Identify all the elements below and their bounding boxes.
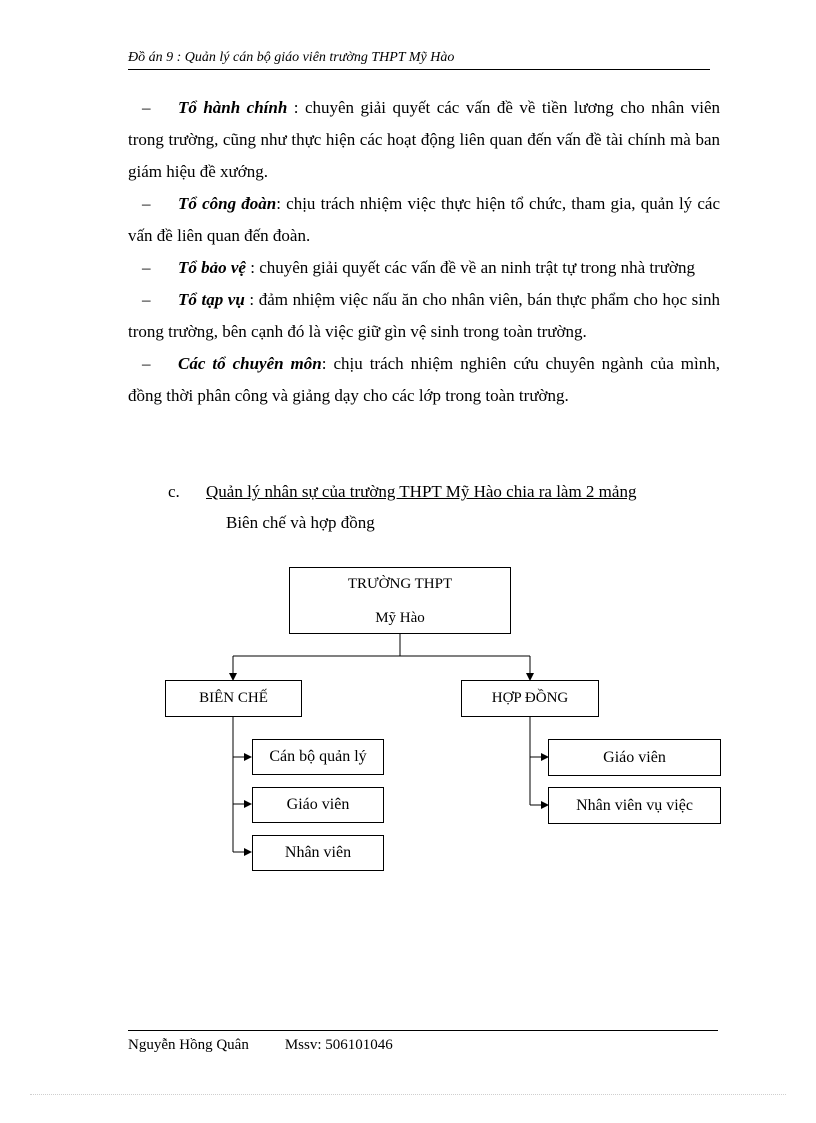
page-footer xyxy=(128,1030,718,1055)
paragraph-text: : chịu trách nhiệm việc thực hiện tổ chức, tham gia, quản lý các vấn đề liên quan đến đoàn. xyxy=(128,194,720,245)
term: Tổ tạp vụ xyxy=(178,290,245,309)
node-giao-vien-hop-dong: Giáo viên xyxy=(548,739,721,776)
section-title: Quản lý nhân sự của trường THPT Mỹ Hào chia ra làm 2 mảng xyxy=(206,482,637,501)
list-dash: – xyxy=(142,98,151,117)
node-giao-vien-bien-che: Giáo viên xyxy=(252,787,384,823)
node-can-bo-quan-ly: Cán bộ quản lý xyxy=(252,739,384,775)
node-root-line1: TRƯỜNG THPT xyxy=(347,575,453,592)
term: Tổ bảo vệ xyxy=(178,258,246,277)
footer-author: Nguyễn Hồng Quân xyxy=(128,1037,249,1053)
page-bottom-divider xyxy=(30,1094,786,1095)
node-truong-thpt xyxy=(289,567,511,634)
paragraph-text: : chịu trách nhiệm nghiên cứu chuyên ngành của mình, đồng thời phân công và giảng dạy cho các lớp trong toàn trường. xyxy=(128,354,720,405)
node-nhan-vien: Nhân viên xyxy=(252,835,384,871)
list-dash: – xyxy=(142,290,151,309)
section-subtitle: Biên chế và hợp đồng xyxy=(226,513,375,532)
list-dash: – xyxy=(142,354,151,373)
footer-mssv: Mssv: 506101046 xyxy=(284,1037,393,1053)
node-bien-che: BIÊN CHẾ xyxy=(165,680,302,717)
paragraph-text: : chuyên giải quyết các vấn đề về an ninh trật tự trong nhà trường xyxy=(245,258,695,277)
list-dash: – xyxy=(142,194,151,213)
term: Tổ hành chính xyxy=(178,98,288,117)
header-title: Đồ án 9 : Quản lý cán bộ giáo viên trường THPT Mỹ Hào xyxy=(128,50,455,65)
node-root-line2: Mỹ Hào xyxy=(375,609,425,626)
term: Tổ công đoàn xyxy=(178,194,277,213)
section-letter: c. xyxy=(168,482,180,501)
node-hop-dong: HỢP ĐỒNG xyxy=(461,680,599,717)
paragraph-text: : chuyên giải quyết các vấn đề về tiền lương cho nhân viên trong trường, cũng như thực hiện các hoạt động liên quan đến vấn đề tài chính mà ban giám hiệu đề xướng. xyxy=(128,98,720,181)
node-nhan-vien-vu-viec: Nhân viên vụ việc xyxy=(548,787,721,824)
paragraph-text: : đảm nhiệm việc nấu ăn cho nhân viên, bán thực phẩm cho học sinh trong trường, bên cạnh đó là việc giữ gìn vệ sinh trong toàn trường. xyxy=(128,290,720,341)
list-dash: – xyxy=(142,258,151,277)
term: Các tổ chuyên môn xyxy=(178,354,322,373)
